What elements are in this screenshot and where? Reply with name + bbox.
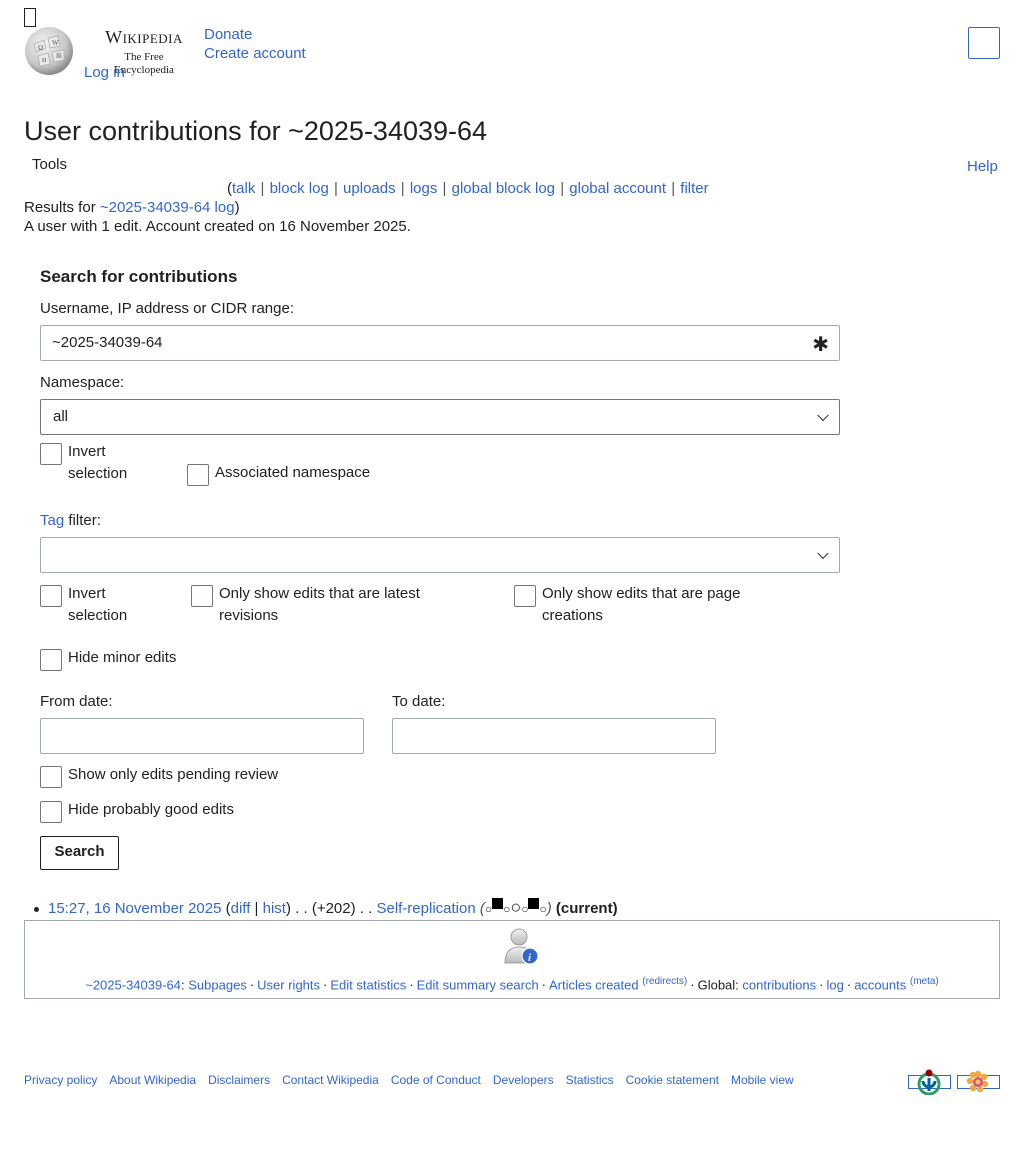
code-of-conduct-link[interactable]: Code of Conduct [390, 1073, 481, 1087]
list-item: 15:27, 16 November 2025 (diff | hist) . . (+202) . . Self-replication (○ ○○○ ○) (current) [34, 897, 618, 918]
to-date-label: To date: [392, 693, 446, 710]
tag-link[interactable]: Tag [40, 512, 65, 529]
chevron-down-icon [817, 410, 828, 421]
only-latest-checkbox[interactable] [191, 585, 213, 607]
current-marker: (current) [555, 900, 618, 917]
from-date-input[interactable] [40, 718, 364, 754]
edit-summary-search-link[interactable]: Edit summary search [416, 977, 539, 993]
bullet [34, 907, 39, 912]
global-label: Global: [697, 977, 739, 993]
required-asterisk-icon: ✱ [812, 334, 829, 356]
donate-link[interactable]: Donate [204, 26, 253, 43]
tag-invert-selection-checkbox[interactable] [40, 585, 62, 607]
hide-minor-checkbox[interactable] [40, 649, 62, 671]
edit-statistics-link[interactable]: Edit statistics [330, 977, 407, 993]
global-block-log-link[interactable]: global block log [451, 180, 556, 197]
user-rights-link[interactable]: User rights [257, 977, 321, 993]
results-user-link[interactable]: ~2025-34039-64 log [99, 199, 235, 216]
search-button[interactable]: Search [40, 836, 119, 870]
about-link[interactable]: About Wikipedia [109, 1073, 197, 1087]
svg-text:Ω: Ω [38, 44, 44, 52]
user-tools-footer [24, 920, 1000, 999]
create-account-link[interactable]: Create account [204, 45, 306, 62]
size-change: (+202) [311, 900, 356, 917]
edit-summary: (○ ○○○ ○) [479, 897, 552, 917]
hide-minor-label: Hide minor edits [68, 649, 177, 666]
mediawiki-sunflower-icon [966, 1070, 990, 1094]
developers-link[interactable]: Developers [492, 1073, 554, 1087]
username-label: Username, IP address or CIDR range: [40, 300, 294, 317]
disclaimers-link[interactable]: Disclaimers [208, 1073, 271, 1087]
tag-filter-label: Tag filter: [40, 512, 101, 529]
search-form-legend: Search for contributions [40, 267, 238, 286]
invert-selection-checkbox[interactable] [40, 443, 62, 465]
invert-selection-label: Invert selection [68, 443, 128, 482]
login-link[interactable]: Log in [84, 64, 125, 81]
global-accounts-link[interactable]: accounts [854, 977, 907, 993]
username-input[interactable] [40, 325, 840, 361]
global-log-link[interactable]: log [826, 977, 844, 993]
powered-by-mediawiki-badge[interactable] [957, 1075, 1000, 1089]
results-for-line: Results for ~2025-34039-64 log) [24, 199, 240, 216]
square-glyph-icon [492, 898, 503, 909]
svg-text:W: W [52, 39, 59, 47]
articles-created-link[interactable]: Articles created [549, 977, 639, 993]
contact-link[interactable]: Contact Wikipedia [282, 1073, 379, 1087]
wikimedia-logo-icon [916, 1069, 942, 1095]
results-for-prefix: Results for [24, 199, 100, 216]
help-link[interactable]: Help [967, 158, 998, 175]
user-info-line: A user with 1 edit. Account created on 16 November 2025. [24, 218, 411, 235]
meta-link[interactable]: (meta) [909, 976, 939, 987]
only-creations-checkbox[interactable] [514, 585, 536, 607]
square-glyph-icon [528, 898, 539, 909]
paren-open: ( [227, 180, 232, 197]
search-toggle-button[interactable] [968, 27, 1000, 59]
page-title: User contributions for ~2025-34039-64 [24, 116, 488, 146]
only-creations-label: Only show edits that are page creations [542, 585, 741, 624]
footer-user-link[interactable]: ~2025-34039-64 [85, 977, 182, 993]
username-value: ~2025-34039-64 [52, 334, 163, 351]
hist-link[interactable]: hist [262, 900, 286, 917]
logs-link[interactable]: logs [409, 180, 438, 197]
to-date-input[interactable] [392, 718, 716, 754]
filter-link[interactable]: filter [680, 180, 709, 197]
main-menu-toggle[interactable] [24, 8, 36, 27]
svg-text:維: 維 [56, 54, 63, 60]
associated-namespace-label: Associated namespace [215, 464, 371, 481]
from-date-label: From date: [40, 693, 113, 710]
revision-timestamp-link[interactable]: 15:27, 16 November 2025 [48, 900, 222, 917]
redirects-link[interactable]: (redirects) [642, 976, 688, 987]
pending-review-checkbox[interactable] [40, 766, 62, 788]
wordmark-tagline: The Free Encyclopedia [114, 51, 174, 76]
hide-good-checkbox[interactable] [40, 801, 62, 823]
chevron-down-icon [817, 548, 828, 559]
privacy-policy-link[interactable]: Privacy policy [24, 1073, 98, 1087]
svg-text:i: i [528, 952, 532, 964]
namespace-value: all [53, 408, 69, 425]
svg-text:И: И [42, 58, 47, 64]
tag-invert-selection-label: Invert selection [68, 585, 128, 624]
user-info-icon [503, 927, 539, 965]
global-account-link[interactable]: global account [569, 180, 667, 197]
user-footer-links: ~2025-34039-64: Subpages · User rights · Edit statistics · Edit summary search · Articles created $^{(redirects)}$ · Global: contributions · log · accounts $^{(meta)}$ [85, 976, 939, 993]
wikipedia-globe-logo-icon[interactable] [24, 26, 74, 76]
pending-review-label: Show only edits pending review [68, 766, 279, 783]
cookie-statement-link[interactable]: Cookie statement [625, 1073, 719, 1087]
page-footer-links [24, 1073, 806, 1087]
statistics-link[interactable]: Statistics [565, 1073, 614, 1087]
wikimedia-foundation-badge[interactable] [908, 1075, 951, 1089]
tools-menu[interactable]: Tools [32, 156, 68, 173]
global-contributions-link[interactable]: contributions [742, 977, 817, 993]
wordmark-title: WIKIPEDIA [105, 27, 183, 47]
diff-link[interactable]: diff [230, 900, 251, 917]
talk-link[interactable]: talk [232, 180, 256, 197]
mobile-view-link[interactable]: Mobile view [730, 1073, 794, 1087]
subpages-link[interactable]: Subpages [188, 977, 247, 993]
associated-namespace-checkbox[interactable] [187, 464, 209, 486]
hide-good-label: Hide probably good edits [68, 801, 234, 818]
block-log-link[interactable]: block log [269, 180, 329, 197]
page-link[interactable]: Self-replication [376, 900, 476, 917]
user-tool-links: (talk | block log | uploads | logs | global block log | global account | filter [227, 180, 709, 197]
only-latest-label: Only show edits that are latest revisions [219, 585, 420, 624]
uploads-link[interactable]: uploads [343, 180, 396, 197]
namespace-label: Namespace: [40, 374, 125, 391]
namespace-select[interactable] [40, 399, 840, 435]
tag-filter-select[interactable] [40, 537, 840, 573]
